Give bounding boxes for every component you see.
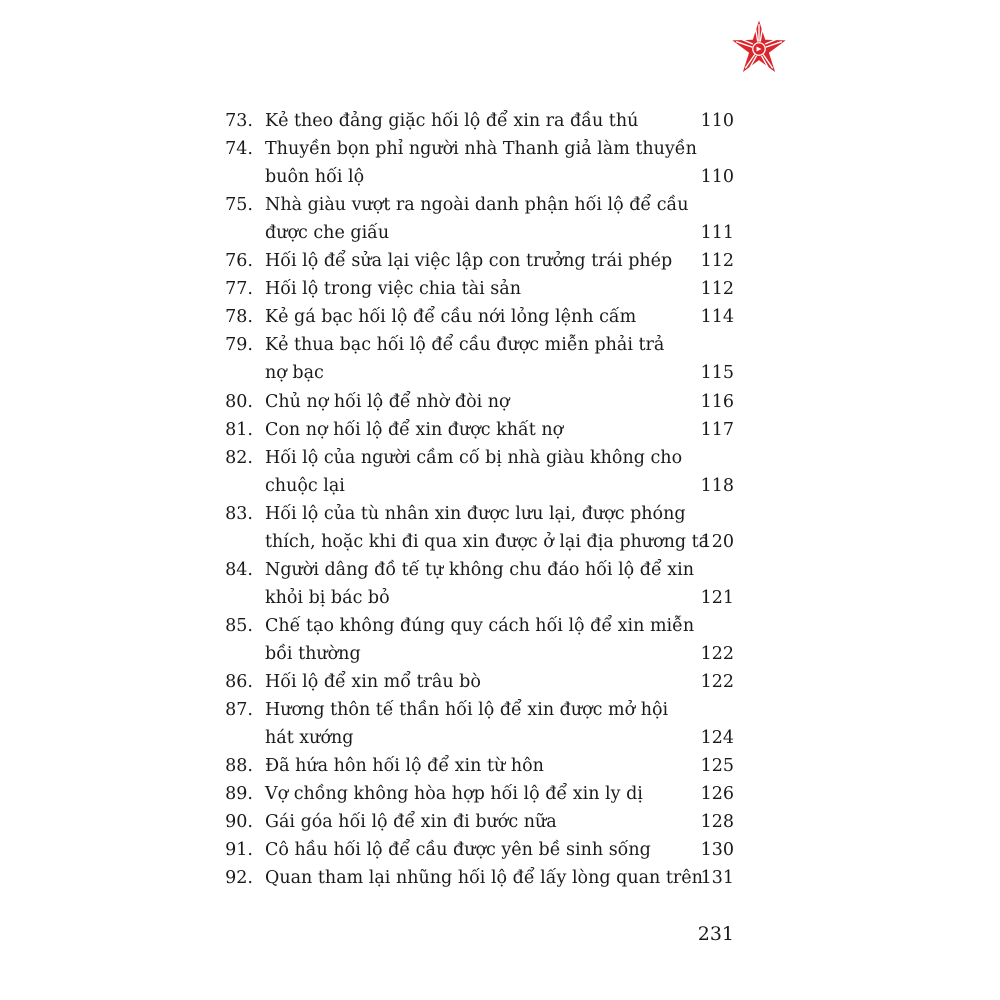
toc-entry-page: 117 bbox=[700, 419, 734, 440]
toc-entry-title: Kẻ thua bạc hối lộ để cầu được miễn phải trả bbox=[265, 335, 665, 356]
toc-entry-title: Đã hứa hôn hối lộ để xin từ hôn bbox=[265, 756, 544, 777]
toc-line bbox=[0, 247, 1000, 275]
toc-entry-number: 73. bbox=[225, 111, 253, 131]
toc-entry-number: 86. bbox=[225, 672, 253, 692]
toc-line bbox=[0, 724, 1000, 752]
toc-entry-number: 81. bbox=[225, 419, 253, 440]
toc-entry-title: Hối lộ của tù nhân xin được lưu lại, được phóng bbox=[265, 503, 686, 524]
toc-line bbox=[0, 163, 1000, 191]
toc-entry-title: Hối lộ trong việc chia tài sản bbox=[265, 279, 521, 300]
toc-entry-page: 115 bbox=[700, 363, 734, 384]
toc-entry-page: 121 bbox=[700, 587, 734, 608]
toc-line bbox=[0, 303, 1000, 331]
toc-line bbox=[0, 107, 1000, 135]
toc-line bbox=[0, 472, 1000, 500]
toc-line bbox=[0, 500, 1000, 528]
toc-line bbox=[0, 808, 1000, 836]
toc-line bbox=[0, 219, 1000, 247]
toc-entry-number: 80. bbox=[225, 391, 253, 412]
toc-line bbox=[0, 640, 1000, 668]
toc-entry-title: Chủ nợ hối lộ để nhờ đòi nợ bbox=[265, 391, 510, 412]
toc-entry-page: 110 bbox=[700, 167, 734, 188]
toc-entry-title: Gái góa hối lộ để xin đi bước nữa bbox=[265, 812, 557, 833]
toc-entry-title: Thuyền bọn phỉ người nhà Thanh giả làm thuyền bbox=[265, 139, 697, 160]
toc-entry-title: Kẻ gá bạc hối lộ để cầu nới lỏng lệnh cấm bbox=[265, 307, 637, 328]
page-number: 231 bbox=[697, 923, 734, 945]
toc-line bbox=[0, 331, 1000, 359]
toc-entry-number: 77. bbox=[225, 279, 253, 300]
toc-entry-page: 118 bbox=[700, 475, 734, 496]
toc-entry-number: 78. bbox=[225, 307, 253, 328]
toc-entry-page: 131 bbox=[700, 868, 734, 889]
toc-entry-title: Hối lộ để xin mổ trâu bò bbox=[265, 672, 481, 692]
toc-entry-page: 130 bbox=[700, 840, 734, 861]
toc-entry-title: Kẻ theo đảng giặc hối lộ để xin ra đầu thú bbox=[265, 111, 639, 131]
toc-line bbox=[0, 191, 1000, 219]
toc-entry-number: 90. bbox=[225, 812, 253, 833]
toc-entry-title: hát xướng bbox=[265, 728, 354, 749]
toc-entry-title: bồi thường bbox=[265, 643, 361, 664]
toc-line bbox=[0, 780, 1000, 808]
toc-entry-number: 92. bbox=[225, 868, 253, 889]
toc-entry-page: 114 bbox=[700, 307, 734, 328]
toc-entry-number: 85. bbox=[225, 615, 253, 636]
toc-entry-number: 89. bbox=[225, 784, 253, 805]
toc-entry-number: 76. bbox=[225, 251, 253, 272]
toc-entry-title: thích, hoặc khi đi qua xin được ở lại địa phương ta bbox=[265, 531, 710, 552]
toc-entry-page: 126 bbox=[700, 784, 734, 805]
toc-line bbox=[0, 444, 1000, 472]
toc-entry-number: 83. bbox=[225, 503, 253, 524]
toc-line bbox=[0, 556, 1000, 584]
toc-entry-page: 128 bbox=[700, 812, 734, 833]
toc-line bbox=[0, 696, 1000, 724]
toc-entry-title: Người dâng đồ tế tự không chu đáo hối lộ để xin bbox=[265, 559, 695, 580]
toc-entry-title: Hối lộ của người cầm cố bị nhà giàu không cho bbox=[265, 447, 683, 468]
toc-entry-title: Cô hầu hối lộ để cầu được yên bề sinh sống bbox=[265, 840, 651, 861]
toc-entry-title: Vợ chồng không hòa hợp hối lộ để xin ly dị bbox=[265, 784, 643, 805]
toc-entry-title: buôn hối lộ bbox=[265, 167, 365, 188]
toc-entry-page: 125 bbox=[700, 756, 734, 777]
toc-entry-page: 110 bbox=[700, 111, 734, 131]
toc-entry-title: được che giấu bbox=[265, 223, 390, 244]
toc-entry-number: 91. bbox=[225, 840, 253, 861]
toc-line bbox=[0, 864, 1000, 892]
toc-entry-page: 124 bbox=[700, 728, 734, 749]
toc-entry-number: 74. bbox=[225, 139, 253, 160]
toc-entry-title: Quan tham lại nhũng hối lộ để lấy lòng quan trên bbox=[265, 868, 703, 889]
toc-line bbox=[0, 584, 1000, 612]
toc-line bbox=[0, 359, 1000, 387]
toc-entry-title: Hương thôn tế thần hối lộ để xin được mở hội bbox=[265, 700, 669, 721]
toc-line bbox=[0, 275, 1000, 303]
toc-entry-number: 75. bbox=[225, 195, 253, 216]
toc-line bbox=[0, 416, 1000, 444]
toc-line bbox=[0, 528, 1000, 556]
toc-entry-title: Hối lộ để sửa lại việc lập con trưởng trái phép bbox=[265, 251, 673, 272]
toc-entry-title: chuộc lại bbox=[265, 475, 345, 496]
toc-entry-title: nợ bạc bbox=[265, 363, 324, 384]
toc-line bbox=[0, 612, 1000, 640]
toc-entry-page: 111 bbox=[700, 223, 734, 244]
toc-entry-title: Nhà giàu vượt ra ngoài danh phận hối lộ để cầu bbox=[265, 195, 689, 216]
toc-entry-title: Con nợ hối lộ để xin được khất nợ bbox=[265, 419, 564, 440]
toc-line bbox=[0, 388, 1000, 416]
toc-entry-number: 84. bbox=[225, 559, 253, 580]
toc-entry-page: 122 bbox=[700, 643, 734, 664]
toc-entry-title: Chế tạo không đúng quy cách hối lộ để xin miễn bbox=[265, 615, 695, 636]
toc-entry-number: 82. bbox=[225, 447, 253, 468]
toc-entry-number: 88. bbox=[225, 756, 253, 777]
toc-entry-page: 116 bbox=[700, 391, 734, 412]
toc-entry-page: 122 bbox=[700, 672, 734, 692]
toc-entry-number: 79. bbox=[225, 335, 253, 356]
toc-entry-number: 87. bbox=[225, 700, 253, 721]
toc-line bbox=[0, 752, 1000, 780]
toc-entry-page: 112 bbox=[700, 279, 734, 300]
toc-entry-page: 112 bbox=[700, 251, 734, 272]
toc-line bbox=[0, 135, 1000, 163]
toc-line bbox=[0, 668, 1000, 696]
toc-entry-title: khỏi bị bác bỏ bbox=[265, 587, 390, 608]
toc-entry-page: 120 bbox=[700, 531, 734, 552]
toc-line bbox=[0, 836, 1000, 864]
